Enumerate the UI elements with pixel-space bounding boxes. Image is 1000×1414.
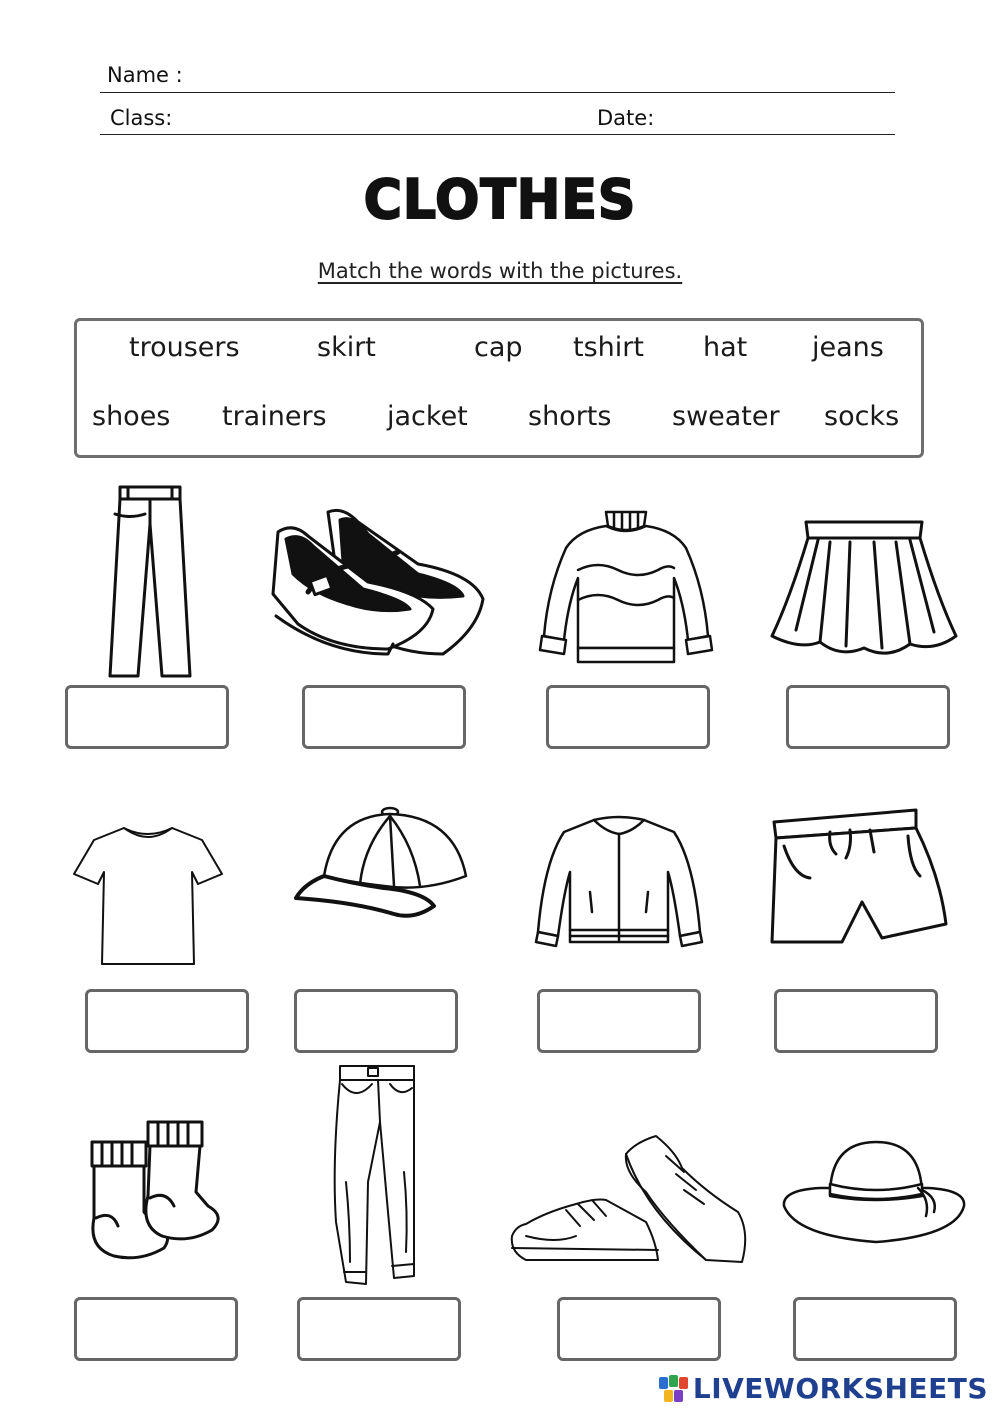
word-shoes[interactable]: shoes bbox=[92, 401, 171, 432]
class-label: Class: bbox=[110, 106, 173, 130]
answer-box-4[interactable] bbox=[786, 685, 950, 749]
answer-box-11[interactable] bbox=[557, 1297, 721, 1361]
word-shorts[interactable]: shorts bbox=[528, 401, 612, 432]
word-cap[interactable]: cap bbox=[474, 332, 523, 363]
page-title: CLOTHES bbox=[363, 168, 637, 232]
socks-icon bbox=[84, 1118, 226, 1264]
word-jeans[interactable]: jeans bbox=[812, 332, 884, 363]
answer-box-1[interactable] bbox=[65, 685, 229, 749]
answer-box-6[interactable] bbox=[294, 989, 458, 1053]
instruction-text: Match the words with the pictures. bbox=[317, 259, 683, 283]
answer-box-10[interactable] bbox=[297, 1297, 461, 1361]
date-label: Date: bbox=[597, 106, 655, 130]
name-label: Name : bbox=[107, 63, 183, 87]
cap-icon bbox=[294, 806, 468, 920]
word-trainers[interactable]: trainers bbox=[222, 401, 327, 432]
word-socks[interactable]: socks bbox=[824, 401, 900, 432]
hat-icon bbox=[780, 1140, 968, 1254]
skirt-icon bbox=[770, 518, 958, 664]
word-jacket[interactable]: jacket bbox=[387, 401, 468, 432]
liveworksheets-brand[interactable] bbox=[659, 1372, 988, 1405]
instruction bbox=[0, 259, 1000, 283]
liveworksheets-logo-icon bbox=[659, 1375, 689, 1403]
sweater-icon bbox=[538, 508, 714, 666]
answer-box-5[interactable] bbox=[85, 989, 249, 1053]
tshirt-icon bbox=[72, 824, 224, 968]
shorts-icon bbox=[770, 806, 950, 946]
trousers-icon bbox=[100, 484, 200, 680]
answer-box-7[interactable] bbox=[537, 989, 701, 1053]
class-date-line[interactable] bbox=[100, 134, 895, 135]
brand-text: LIVEWORKSHEETS bbox=[692, 1372, 988, 1405]
answer-box-2[interactable] bbox=[302, 685, 466, 749]
answer-box-9[interactable] bbox=[74, 1297, 238, 1361]
jeans-icon bbox=[328, 1062, 420, 1288]
word-hat[interactable]: hat bbox=[703, 332, 748, 363]
answer-box-3[interactable] bbox=[546, 685, 710, 749]
word-tshirt[interactable]: tshirt bbox=[573, 332, 644, 363]
shoes-icon bbox=[268, 504, 486, 660]
jacket-icon bbox=[534, 812, 704, 948]
word-trousers[interactable]: trousers bbox=[129, 332, 240, 363]
answer-box-8[interactable] bbox=[774, 989, 938, 1053]
name-line[interactable] bbox=[100, 92, 895, 93]
answer-box-12[interactable] bbox=[793, 1297, 957, 1361]
trainers-icon bbox=[506, 1132, 750, 1268]
word-sweater[interactable]: sweater bbox=[672, 401, 780, 432]
word-skirt[interactable]: skirt bbox=[317, 332, 376, 363]
